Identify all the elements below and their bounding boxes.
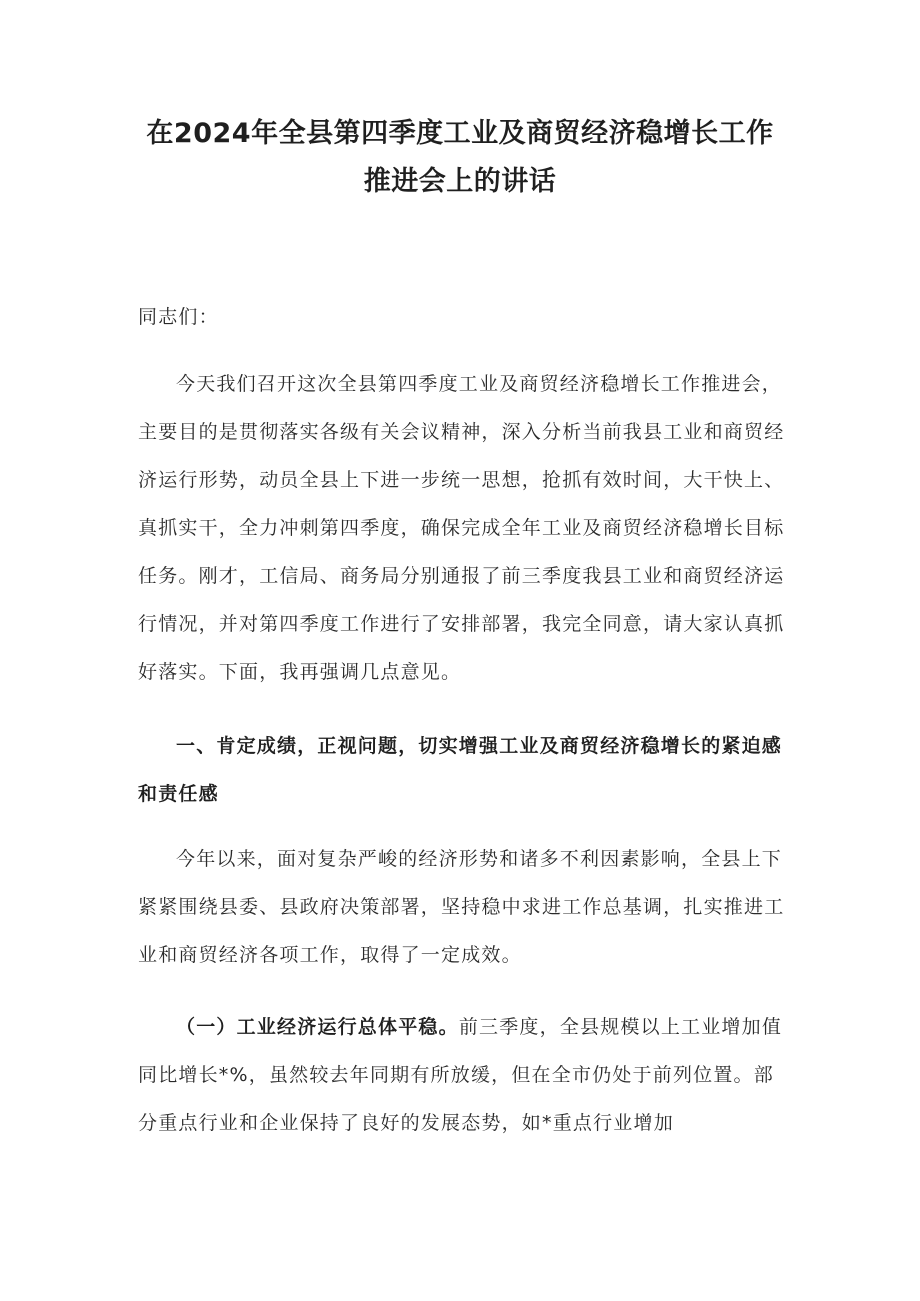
paragraph-industry	[138, 1003, 788, 1147]
title-line-2: 推进会上的讲话	[363, 166, 557, 197]
paragraph-achievements: 今年以来，面对复杂严峻的经济形势和诸多不利因素影响，全县上下紧紧围绕县委、县政府决策部署，坚持稳中求进工作总基调，扎实推进工业和商贸经济各项工作，取得了一定成效。	[138, 848, 785, 966]
greeting: 同志们：	[138, 306, 219, 328]
title-line-1: 在2024年全县第四季度工业及商贸经济稳增长工作	[146, 118, 774, 149]
subsection-body: 前三季度，全县规模以上工业增加值同比增长*%，虽然较去年同期有所放缓，但在全市仍处于前列位置。部分重点行业和企业保持了良好的发展态势，如*重点行业增加	[138, 1016, 783, 1134]
document-title	[120, 110, 800, 206]
paragraph-opening: 今天我们召开这次全县第四季度工业及商贸经济稳增长工作推进会，主要目的是贯彻落实各级有关会议精神，深入分析当前我县工业和商贸经济运行形势，动员全县上下进一步统一思想，抢抓有效时间，大干快上、真抓实干，全力冲刺第四季度，确保完成全年工业及商贸经济稳增长目标任务。刚才，工信局、商务局分别通报了前三季度我县工业和商贸经济运行情况，并对第四季度工作进行了安排部署，我完全同意，请大家认真抓好落实。下面，我再强调几点意见。	[138, 373, 785, 683]
section-heading-1: 一、肯定成绩，正视问题，切实增强工业及商贸经济稳增长的紧迫感和责任感	[138, 735, 783, 805]
subsection-lead: （一）工业经济运行总体平稳。	[176, 1016, 459, 1038]
